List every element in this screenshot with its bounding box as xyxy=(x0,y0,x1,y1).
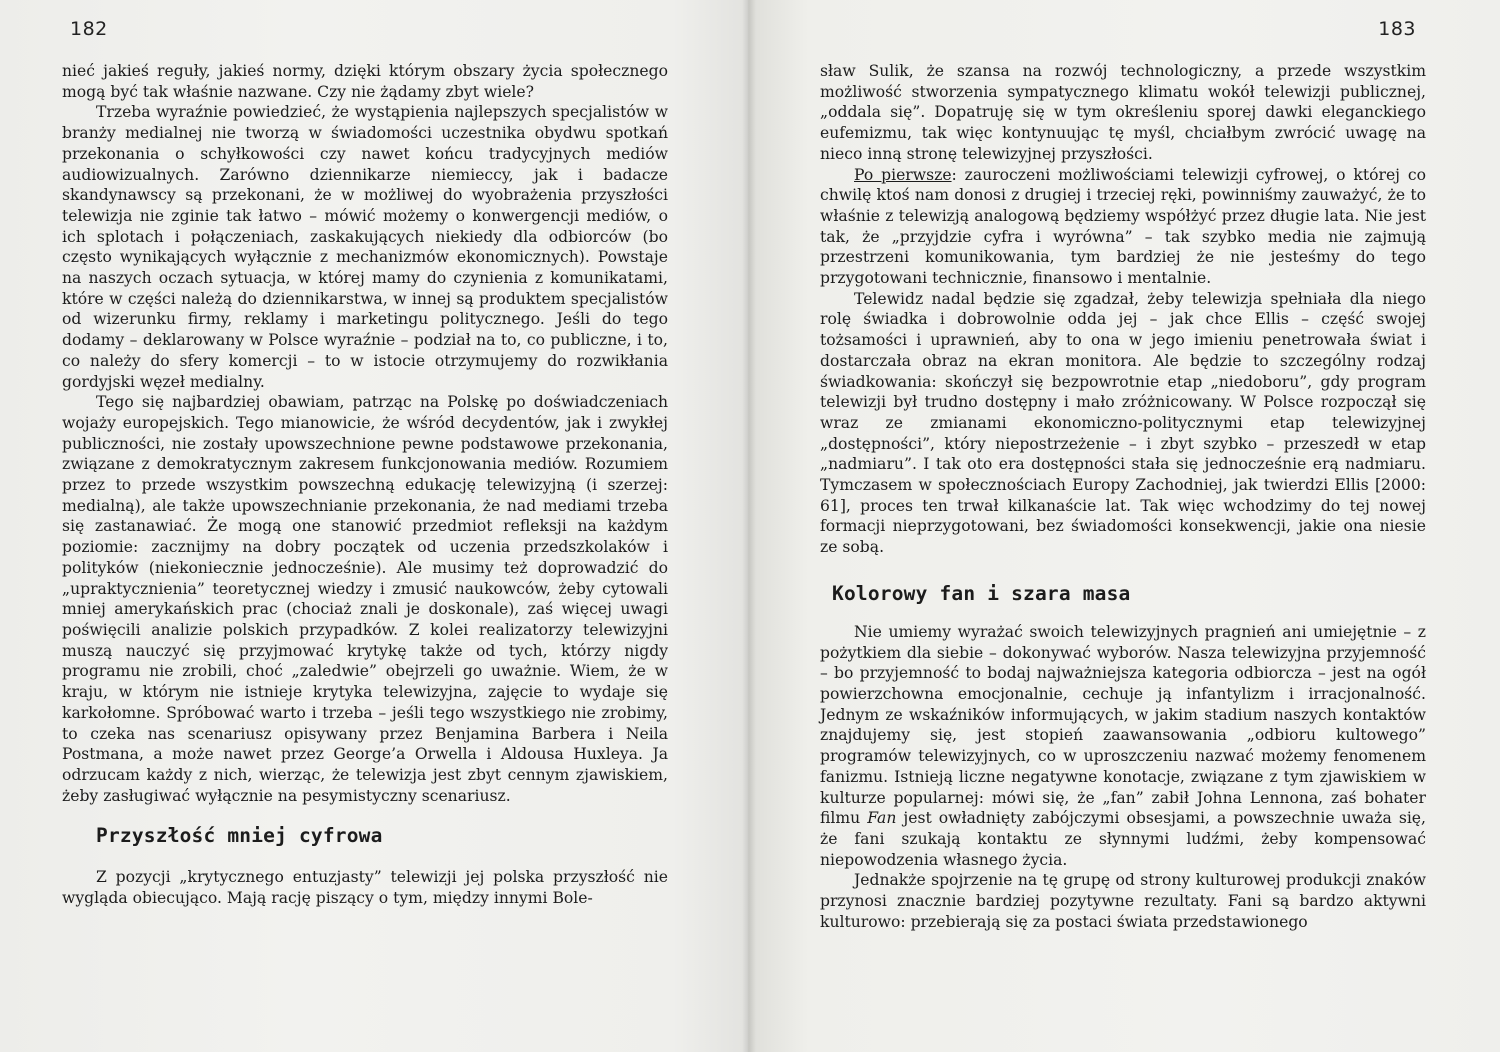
paragraph-text: Nie umiemy wyrażać swoich telewizyjnych pragnień ani umiejętnie – z pożytkiem dla siebie – dokonywać wyborów. Nasza telewizyjna przyjemność – bo przyjemność to bodaj najważniejsza kategoria odbiorcza – jest na ogół powierzchowna emocjonalnie, cechuje ją infantylizm i irracjonalność. Jednym ze wskaźników informujących, w jakim stadium naszych kontaktów znajdujemy się, jest stopień zaawansowania „odbioru kultowego” programów telewizyjnych, co w uproszczeniu nazwać możemy fenomenem fanizmu. Istnieją liczne negatywne konotacje, związane z tym zjawiskiem w kulturze popularnej: mówi się, że „fan” zabił Johna Lennona, zaś bohater filmu xyxy=(820,622,1426,828)
section-heading: Przyszłość mniej cyfrowa xyxy=(96,824,383,848)
paragraph: Trzeba wyraźnie powiedzieć, że wystąpienia najlepszych specjalistów w branży medialnej nie tworzą w świadomości uczestnika obydwu spotkań przekonania o schyłkowości czy nawet końcu tradycyjnych mediów audiowizualnych. Zarówno dziennikarze niemieccy, jak i badacze skandynawscy są przekonani, że w możliwej do wyobrażenia przyszłości telewizja nie zginie tak łatwo – mówić możemy o konwergencji mediów, o ich splotach i połączeniach, zaskakujących niekiedy dla odbiorców (bo często wynikających wyłącznie z mechanizmów ekonomicznych). Powstaje na naszych oczach sytuacja, w której mamy do czynienia z komunikatami, które w części należą do dziennikarstwa, w innej są produktem specjalistów od wizerunku firmy, reklamy i marketingu politycznego. Jeśli do tego dodamy – deklarowany w Polsce wyraźnie – podział na to, co publiczne, i to, co należy do sfery komercji – to w istocie otrzymujemy do rozwikłania gordyjski węzeł medialny. xyxy=(62,103,668,391)
paragraph: nieć jakieś reguły, jakieś normy, dzięki którym obszary życia społecznego mogą być tak właśnie nazwane. Czy nie żądamy zbyt wiele? xyxy=(62,62,668,101)
paragraph: Telewidz nadal będzie się zgadzał, żeby telewizja spełniała dla niego rolę świadka i dobrowolnie odda jej – jak chce Ellis – część swojej tożsamości i uprawnień, aby to ona w jego imieniu penetrowała świat i dostarczała obraz na ekran monitora. Ale będzie to szczególny rodzaj świadkowania: skończył się bezpowrotnie etap „niedoboru”, gdy program telewizji był trudno dostępny i mało zróżnicowany. W Polsce rozpoczął się wraz ze zmianami ekonomiczno-politycznymi etap telewizyjnej „dostępności”, który niepostrzeżenie – i zbyt szybko – przeszedł w etap „nadmiaru”. I tak oto era dostępności stała się jednocześnie erą nadmiaru. Tymczasem w społecznościach Europy Zachodniej, jak twierdzi Ellis [2000: 61], proces ten trwał kilkanaście lat. Tak więc wchodzimy do tej nowej formacji nieprzygotowani, bez świadomości konsekwencji, jakie ona niesie ze sobą. xyxy=(820,289,1426,557)
book-gutter xyxy=(742,0,756,1052)
right-page xyxy=(748,0,1500,1052)
page-number: 182 xyxy=(70,18,108,40)
paragraph-text: jest owładnięty zabójczymi obsesjami, a powszechnie uważa się, że fani szukają kontaktu ze słynnymi ludźmi, żeby kompensować niepowodzenia własnego życia. xyxy=(820,809,1426,869)
section-heading: Kolorowy fan i szara masa xyxy=(832,581,1131,605)
right-page-text xyxy=(820,61,1426,932)
paragraph: sław Sulik, że szansa na rozwój technologiczny, a przede wszystkim możliwość stworzenia sympatycznego klimatu wokół telewizji publicznej, „oddala się”. Dopatruję się w tym określeniu sporej dawki eleganckiego eufemizmu, tak więc kontynuując tę myśl, chciałbym zwrócić uwagę na nieco inną stronę telewizyjnej przyszłości. xyxy=(820,62,1426,163)
paragraph-text: : zauroczeni możliwościami telewizji cyfrowej, o której co chwilę ktoś nam donosi z drugiej i trzeciej ręki, powinniśmy zauważyć, że to właśnie z telewizją analogową będziemy współżyć przez długie lata. Nie jest tak, że „przyjdzie cyfra i wyrówna” – tak szybko media nie zajmują przestrzeni komunikowania, tym bardziej że nie jesteśmy do tego przygotowani technicznie, finansowo i mentalnie. xyxy=(820,165,1426,288)
film-title: Fan xyxy=(867,809,897,828)
paragraph: Z pozycji „krytycznego entuzjasty” telewizji jej polska przyszłość nie wygląda obiecująco. Mają rację piszący o tym, między innymi Bole- xyxy=(62,868,668,908)
left-page-text xyxy=(62,61,668,909)
paragraph xyxy=(820,165,1426,289)
paragraph xyxy=(820,622,1426,870)
underlined-lead: Po pierwsze xyxy=(854,165,952,184)
paragraph: Tego się najbardziej obawiam, patrząc na Polskę po doświadczeniach wojaży europejskich. Tego mianowicie, że wśród decydentów, jak i zwykłej publiczności, nie zostały upowszechnione pewne podstawowe przekonania, związane z demokratycznym zakresem funkcjonowania mediów. Rozumiem przez to przede wszystkim powszechną edukację telewizyjną (i szerzej: medialną), ale także upowszechnianie przekonania, że nad mediami trzeba się zastanawiać. Że mogą one stanowić przedmiot refleksji na każdym poziomie: zacznijmy na dobry początek od uczenia przedszkolaków i polityków (niekoniecznie jednocześnie). Ale musimy też doprowadzić do „upraktycznienia” teoretycznej wiedzy i zmusić naukowców, żeby cytowali mniej amerykańskich prac (chociaż znali je doskonale), zaś więcej uwagi poświęcili analizie polskich przypadków. Z kolei realizatorzy telewizyjni muszą nauczyć się przyjmować krytykę także od tych, którzy nigdy programu nie zrobili, choć „zaledwie” obejrzeli go uważnie. Wiem, że w kraju, w którym nie istnieje krytyka telewizyjna, zajęcie to wydaje się karkołomne. Spróbować warto i trzeba – jeśli tego wszystkiego nie zrobimy, to czeka nas scenariusz opisywany przez Benjamina Barbera i Neila Postmana, a może nawet przez George’a Orwella i Aldousa Huxleya. Ja odrzucam każdy z nich, wierząc, że telewizja jest zbyt cennym zjawiskiem, żeby zasługiwać wyłącznie na pesymistyczny scenariusz. xyxy=(62,393,668,805)
paragraph: Jednakże spojrzenie na tę grupę od strony kulturowej produkcji znaków przynosi znacznie bardziej pozytywne rezultaty. Fani są bardzo aktywni kulturowo: przebierają się za postaci świata przedstawionego xyxy=(820,871,1426,931)
page-number: 183 xyxy=(1378,18,1416,40)
left-page xyxy=(0,0,748,1052)
